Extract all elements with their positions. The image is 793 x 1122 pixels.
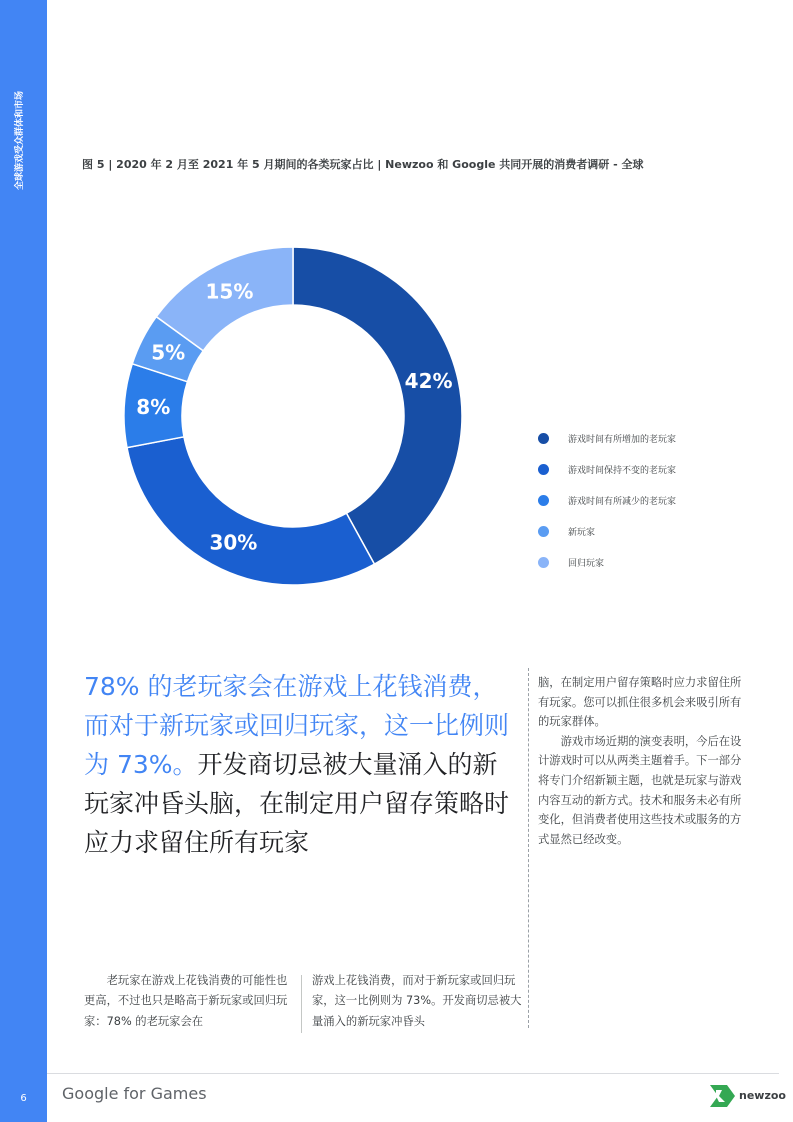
- body-divider: [301, 975, 302, 1033]
- legend-label: 回归玩家: [568, 559, 605, 569]
- legend-item: [538, 492, 758, 523]
- pull-quote: [84, 667, 519, 862]
- legend-swatch: [538, 526, 549, 537]
- brand-google: Google: [62, 1084, 119, 1103]
- footer-rule: [47, 1073, 779, 1074]
- donut-slice: [293, 247, 462, 564]
- slice-label: 8%: [136, 395, 171, 420]
- slice-label: 42%: [404, 369, 453, 394]
- donut-chart: [120, 243, 466, 589]
- section-label: 全球游戏受众群体和市场: [15, 90, 25, 190]
- legend-label: 新玩家: [568, 528, 596, 538]
- legend-swatch: [538, 464, 549, 475]
- chart-legend: [538, 430, 758, 585]
- slice-label: 5%: [151, 340, 186, 365]
- body-text-1: 老玩家在游戏上花钱消费的可能性也更高，不过也只是略高于新玩家或回归玩家：78% 的老玩家会在: [84, 974, 288, 1028]
- newzoo-logo: [705, 1083, 786, 1109]
- legend-item: [538, 461, 758, 492]
- legend-label: 游戏时间保持不变的老玩家: [568, 466, 677, 476]
- google-for-games-logo: [62, 1084, 207, 1103]
- newzoo-icon: [705, 1083, 739, 1109]
- slice-label: 15%: [205, 279, 254, 304]
- figure-caption: 图 5 | 2020 年 2 月至 2021 年 5 月期间的各类玩家占比 | Newzoo 和 Google 共同开展的消费者调研 - 全球: [82, 158, 644, 171]
- legend-swatch: [538, 433, 549, 444]
- legend-swatch: [538, 557, 549, 568]
- pull-quote-rest: 开发商切忌被大量涌入的新玩家冲昏头脑，在制定用户留存策略时应力求留住所有玩家: [84, 750, 510, 857]
- newzoo-wordmark: newzoo: [739, 1089, 786, 1102]
- body-column-1: [84, 971, 292, 1032]
- right-column: [538, 673, 746, 849]
- legend-label: 游戏时间有所减少的老玩家: [568, 497, 677, 507]
- legend-swatch: [538, 495, 549, 506]
- brand-games: for Games: [118, 1084, 207, 1103]
- donut-slice: [127, 437, 374, 585]
- right-paragraph-2: 游戏市场近期的演变表明，今后在设计游戏时可以从两类主题着手。下一部分将专门介绍新颖主题，也就是玩家与游戏内容互动的新方式。技术和服务未必有所变化，但消费者使用这些技术或服务的方式显然已经改变。: [538, 734, 742, 846]
- legend-item: [538, 430, 758, 461]
- legend-label: 游戏时间有所增加的老玩家: [568, 435, 677, 445]
- side-bar: [0, 0, 47, 1122]
- slice-label: 30%: [209, 530, 258, 555]
- body-column-2: [312, 971, 522, 1032]
- legend-item: [538, 523, 758, 554]
- legend-item: [538, 554, 758, 585]
- column-divider: [528, 668, 529, 1028]
- page-number: 6: [20, 1093, 27, 1104]
- right-paragraph-1: 脑，在制定用户留存策略时应力求留住所有玩家。您可以抓住很多机会来吸引所有的玩家群体。: [538, 676, 742, 729]
- pull-quote-highlight: 78% 的老玩家会在游戏上花钱消费，而对于新玩家或回归玩家，这一比例则为 73%。: [84, 672, 510, 779]
- body-text-2: 游戏上花钱消费，而对于新玩家或回归玩家，这一比例则为 73%。开发商切忌被大量涌入的新玩家冲昏头: [312, 974, 522, 1028]
